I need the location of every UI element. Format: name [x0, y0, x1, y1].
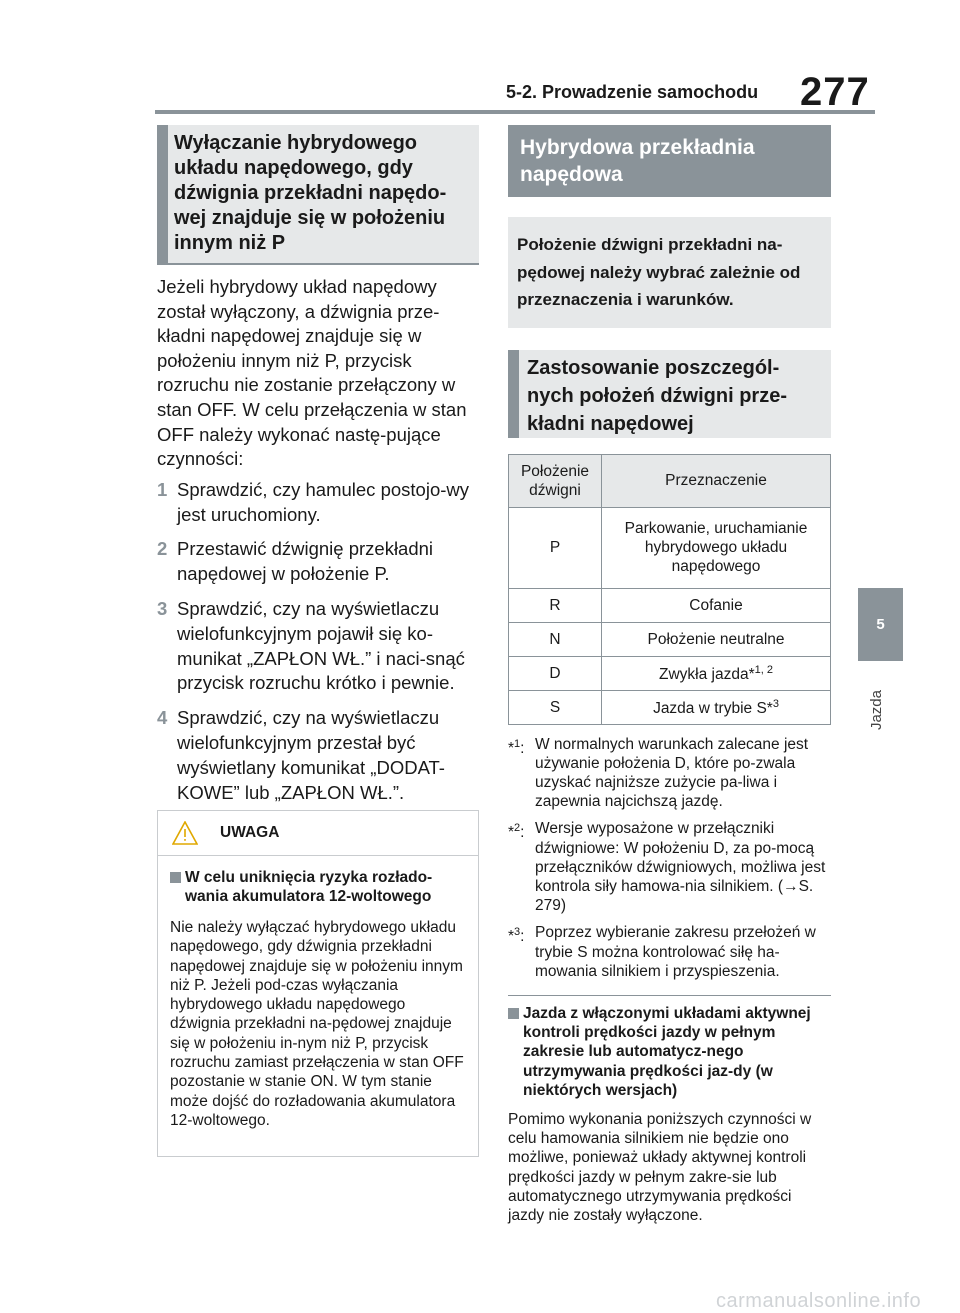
footnote-mark: *$^3$:	[508, 926, 525, 946]
subsection-text: Pomimo wykonania poniższych czynności w celu hamowania silnikiem nie będzie ono możliwe, ponieważ układy aktywnej kontroli prędkości jazdy w pełnym zakre-sie lub automatycznego utrzymywania prędkości jazdy nie zostały wyłączone.	[508, 1110, 812, 1224]
table-row	[509, 656, 831, 690]
cell-purpose: Położenie neutralne	[602, 622, 831, 656]
caution-header	[158, 811, 478, 856]
step-text: Sprawdzić, czy hamulec postojo-wy jest uruchomiony.	[177, 478, 469, 525]
step-number: 1	[157, 478, 168, 500]
cell-position: D	[509, 656, 602, 690]
step-text: Sprawdzić, czy na wyświetlaczu wielofunkcyjnym przestał być wyświetlany komunikat „DODAT-KOWE” lub „ZAPŁON WŁ.”.	[177, 707, 445, 803]
caution-box	[157, 810, 479, 1157]
cell-purpose-text: Jazda w trybie S*	[653, 700, 773, 718]
square-bullet-icon	[508, 1008, 519, 1019]
chapter-tab[interactable]: 5	[858, 588, 903, 661]
list-item	[157, 706, 479, 805]
cell-position: N	[509, 622, 602, 656]
intro-paragraph: Jeżeli hybrydowy układ napędowy został wyłączony, a dźwignia prze-kładni napędowej znajduje się w położeniu innym niż P, przycisk rozruchu nie zostanie przełączony w stan OFF. W celu przełączenia w stan OFF należy wykonać nastę-pujące czynności:	[157, 276, 467, 470]
section-heading-transmission: Hybrydowa przekładnia napędowa	[508, 125, 831, 197]
footnote-star: *	[508, 739, 515, 757]
table-row	[509, 690, 831, 724]
lead-paragraph: Położenie dźwigni przekładni na-pędowej należy wybrać zależnie od przeznaczenia i warunków.	[508, 217, 831, 328]
column-header-purpose: Przeznaczenie	[602, 454, 831, 507]
square-bullet-icon	[170, 872, 181, 883]
step-number: 3	[157, 597, 168, 619]
watermark: carmanualsonline.info	[716, 1290, 922, 1312]
step-text: Przestawić dźwignię przekładni napędowej w położenie P.	[177, 538, 434, 585]
footnote-text: W normalnych warunkach zalecane jest używanie położenia D, które po-zwala uzyskać najniższe zużycie pa-liwa i zapewnia najcichszą jazdę.	[535, 735, 809, 811]
section-title: 5-2. Prowadzenie samochodu	[506, 82, 759, 102]
cell-purpose	[602, 690, 831, 724]
left-column	[157, 125, 479, 815]
footnotes	[508, 735, 831, 981]
list-item	[157, 597, 479, 696]
footnote	[508, 735, 831, 812]
cell-position: S	[509, 690, 602, 724]
cell-position: R	[509, 588, 602, 622]
footnote-num: 1	[514, 737, 521, 750]
cell-purpose-text: Zwykła jazda*	[659, 666, 755, 684]
footnote-ref: 1, 2	[754, 664, 773, 677]
section-heading-positions: Zastosowanie poszczegól-nych położeń dźwigni prze-kładni napędowej	[508, 350, 831, 438]
footnote-num: 3	[514, 926, 521, 939]
cell-position: P	[509, 507, 602, 588]
column-header-position: Położenie dźwigni	[509, 454, 602, 507]
step-number: 4	[157, 707, 168, 729]
table-header-row	[509, 454, 831, 507]
footnote-text: Wersje wyposażone w przełączniki dźwigniowe: W położeniu D, za po-mocą przełączników dźwigniowych, możliwa jest kontrola siły hamowa-nia silnikiem. (→S. 279)	[535, 820, 826, 915]
footnote-star: *	[508, 928, 515, 946]
footnote-star: *	[508, 824, 515, 842]
chapter-label: Jazda	[868, 690, 885, 731]
footnote-ref: 3	[772, 698, 779, 711]
table-row	[509, 588, 831, 622]
caution-text: Nie należy wyłączać hybrydowego układu napędowego, gdy dźwignia przekładni napędowej znajduje się w położeniu innym niż P. Jeżeli pod-czas wyłączania hybrydowego układu napędowego dźwignia przekładni na-pędowej znajduje się w położeniu in-nym niż P, przycisk rozruchu zamiast przełączenia w stan OFF pozostanie w stanie ON. W tym stanie może dojść do rozładowania akumulatora 12-woltowego.	[170, 919, 464, 1129]
step-text: Sprawdzić, czy na wyświetlaczu wielofunkcyjnym pojawił się ko-munikat „ZAPŁON WŁ.” i naci-snąć przycisk rozruchu krótko i pewnie.	[177, 597, 465, 694]
footnote-mark: *$^2$:	[508, 822, 525, 842]
subsection-heading-text: Jazda z włączonymi układami aktywnej kontroli prędkości jazdy w pełnym zakresie lub automatycz-nego utrzymywania prędkości jaz-dy (w niektórych wersjach)	[523, 1004, 811, 1099]
divider	[508, 995, 831, 996]
page-number: 277	[800, 70, 870, 114]
footnote	[508, 923, 831, 981]
list-item	[157, 478, 479, 528]
table-row	[509, 507, 831, 588]
step-number: 2	[157, 538, 168, 560]
footnote-mark: *$^1$:	[508, 737, 525, 757]
caution-title: UWAGA	[220, 824, 280, 841]
table-row	[509, 622, 831, 656]
cell-purpose: Parkowanie, uruchamianie hybrydowego układu napędowego	[602, 507, 831, 588]
cell-purpose: Cofanie	[602, 588, 831, 622]
footnote	[508, 819, 831, 915]
right-column	[508, 125, 831, 1225]
footnote-num: 2	[514, 822, 521, 835]
header-rule	[155, 110, 875, 114]
cell-purpose	[602, 656, 831, 690]
subsection-heading	[508, 1004, 831, 1100]
caution-subheading-text: W celu uniknięcia ryzyka rozłado-wania akumulatora 12-woltowego	[185, 869, 433, 905]
section-heading-shutdown: Wyłączanie hybrydowego układu napędowego, gdy dźwignia przekładni napędo-wej znajduje się w położeniu innym niż P	[157, 125, 479, 265]
footnote-text: Poprzez wybieranie zakresu przełożeń w trybie S można kontrolować siłę ha-mowania silnikiem i przyspieszenia.	[535, 924, 816, 980]
gear-position-table	[508, 454, 831, 725]
caution-subheading	[170, 868, 466, 906]
warning-icon	[172, 821, 198, 845]
list-item	[157, 537, 479, 587]
steps-list	[157, 478, 479, 806]
